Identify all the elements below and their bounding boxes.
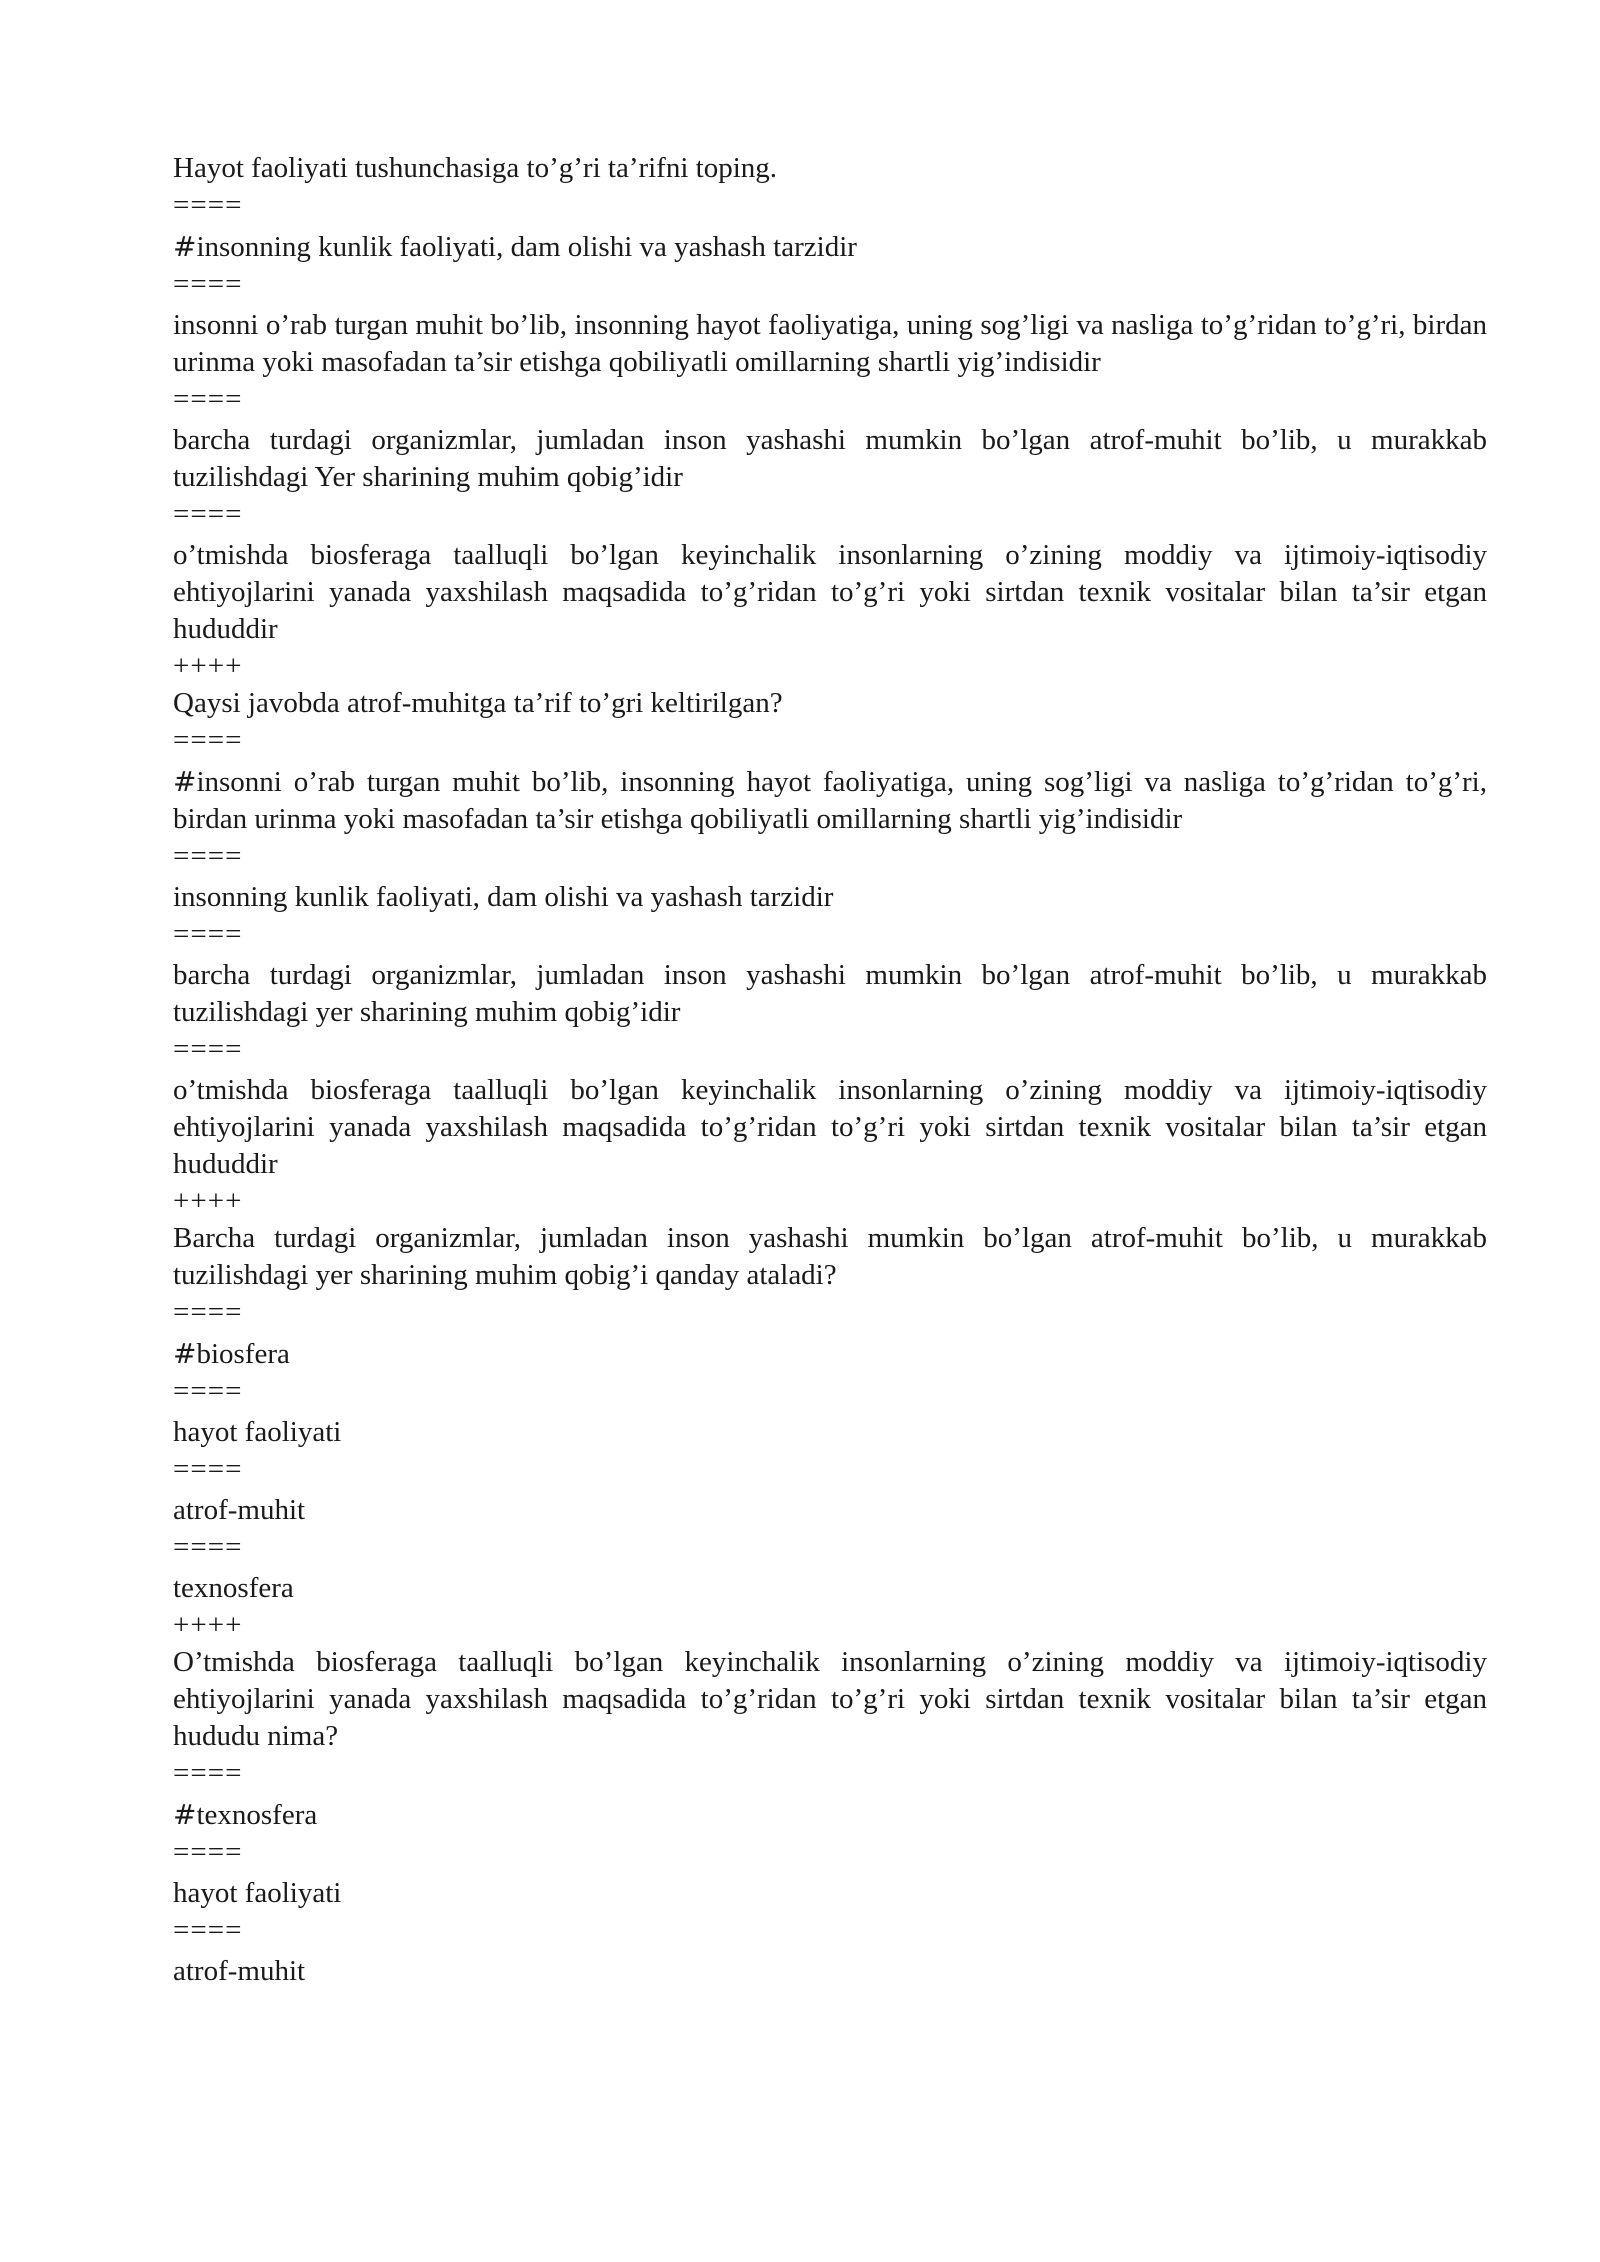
question-text: Hayot faoliyati tushunchasiga to’g’ri ta’rifni toping. xyxy=(173,152,778,184)
answer-item xyxy=(173,1570,1487,1607)
answer-text: biosfera xyxy=(196,1338,290,1370)
question-separator: ++++ xyxy=(173,1185,243,1217)
question-text: Barcha turdagi organizmlar, jumladan inson yashashi mumkin bo’lgan atrof-muhit bo’lib, u murakkab tuzilishdagi yer sharining muhim qobig’i qanday ataladi? xyxy=(173,1222,1487,1291)
answer-item xyxy=(173,1492,1487,1529)
answer-text: texnosfera xyxy=(173,1572,294,1604)
answer-text: o’tmishda biosferaga taalluqli bo’lgan keyinchalik insonlarning o’zining moddiy va ijtimoiy-iqtisodiy ehtiyojlarini yanada yaxshilash maqsadida to’g’ridan to’g’ri yoki sirtdan texnik vositalar bilan ta’sir etgan hududdir xyxy=(173,1074,1487,1180)
answer-separator: ==== xyxy=(173,1531,243,1563)
answer-separator: ==== xyxy=(173,189,243,221)
answer-text: o’tmishda biosferaga taalluqli bo’lgan keyinchalik insonlarning o’zining moddiy va ijtimoiy-iqtisodiy ehtiyojlarini yanada yaxshilash maqsadida to’g’ridan to’g’ri yoki sirtdan texnik vositalar bilan ta’sir etgan hududdir xyxy=(173,539,1487,645)
answer-item xyxy=(173,763,1487,838)
answer-separator: ==== xyxy=(173,383,243,415)
answer-separator: ==== xyxy=(173,1033,243,1065)
correct-answer-mark: # xyxy=(173,765,197,798)
answer-text: insonning kunlik faoliyati, dam olishi va yashash tarzidir xyxy=(196,231,857,263)
answer-separator: ==== xyxy=(173,1757,243,1789)
answer-separator: ==== xyxy=(173,1836,243,1868)
correct-answer-mark: # xyxy=(173,1798,197,1831)
question-separator: ++++ xyxy=(173,1609,243,1641)
answer-text: barcha turdagi organizmlar, jumladan inson yashashi mumkin bo’lgan atrof-muhit bo’lib, u murakkab tuzilishdagi yer sharining muhim qobig’idir xyxy=(173,959,1487,1028)
question-text: O’tmishda biosferaga taalluqli bo’lgan keyinchalik insonlarning o’zining moddiy va ijtimoiy-iqtisodiy ehtiyojlarini yanada yaxshilash maqsadida to’g’ridan to’g’ri yoki sirtdan texnik vositalar bilan ta’sir etgan hududu nima? xyxy=(173,1646,1487,1752)
answer-separator: ==== xyxy=(173,840,243,872)
answer-separator: ==== xyxy=(173,724,243,756)
answer-item xyxy=(173,879,1487,916)
answer-separator: ==== xyxy=(173,268,243,300)
answer-text: texnosfera xyxy=(196,1799,318,1831)
answer-item xyxy=(173,307,1487,381)
answer-text: hayot faoliyati xyxy=(173,1416,342,1448)
answer-item xyxy=(173,1953,1487,1990)
answer-item xyxy=(173,1072,1487,1183)
answer-text: insonni o’rab turgan muhit bo’lib, insonning hayot faoliyatiga, uning sog’ligi va nasliga to’g’ridan to’g’ri, birdan urinma yoki masofadan ta’sir etishga qobiliyatli omillarning shartli yig’indisidir xyxy=(173,766,1487,835)
answer-text: atrof-muhit xyxy=(173,1955,306,1987)
answer-separator: ==== xyxy=(173,1453,243,1485)
answer-item xyxy=(173,1875,1487,1912)
answer-text: barcha turdagi organizmlar, jumladan inson yashashi mumkin bo’lgan atrof-muhit bo’lib, u murakkab tuzilishdagi Yer sharining muhim qobig’idir xyxy=(173,424,1487,493)
correct-answer-mark: # xyxy=(173,230,197,263)
answer-separator: ==== xyxy=(173,1375,243,1407)
answer-item xyxy=(173,228,1487,266)
answer-item xyxy=(173,1335,1487,1373)
question-separator: ++++ xyxy=(173,650,243,682)
answer-item xyxy=(173,1414,1487,1451)
answer-separator: ==== xyxy=(173,498,243,530)
document-page xyxy=(173,150,1487,1990)
answer-separator: ==== xyxy=(173,1914,243,1946)
answer-text: insonni o’rab turgan muhit bo’lib, insonning hayot faoliyatiga, uning sog’ligi va nasliga to’g’ridan to’g’ri, birdan urinma yoki masofadan ta’sir etishga qobiliyatli omillarning shartli yig’indisidir xyxy=(173,309,1487,378)
answer-item xyxy=(173,1796,1487,1834)
answer-separator: ==== xyxy=(173,918,243,950)
answer-text: atrof-muhit xyxy=(173,1494,306,1526)
answer-item xyxy=(173,422,1487,496)
question-text: Qaysi javobda atrof-muhitga ta’rif to’gri keltirilgan? xyxy=(173,687,783,719)
answer-item xyxy=(173,537,1487,648)
correct-answer-mark: # xyxy=(173,1337,197,1370)
answer-text: insonning kunlik faoliyati, dam olishi va yashash tarzidir xyxy=(173,881,834,913)
answer-item xyxy=(173,957,1487,1031)
answer-text: hayot faoliyati xyxy=(173,1877,342,1909)
answer-separator: ==== xyxy=(173,1296,243,1328)
